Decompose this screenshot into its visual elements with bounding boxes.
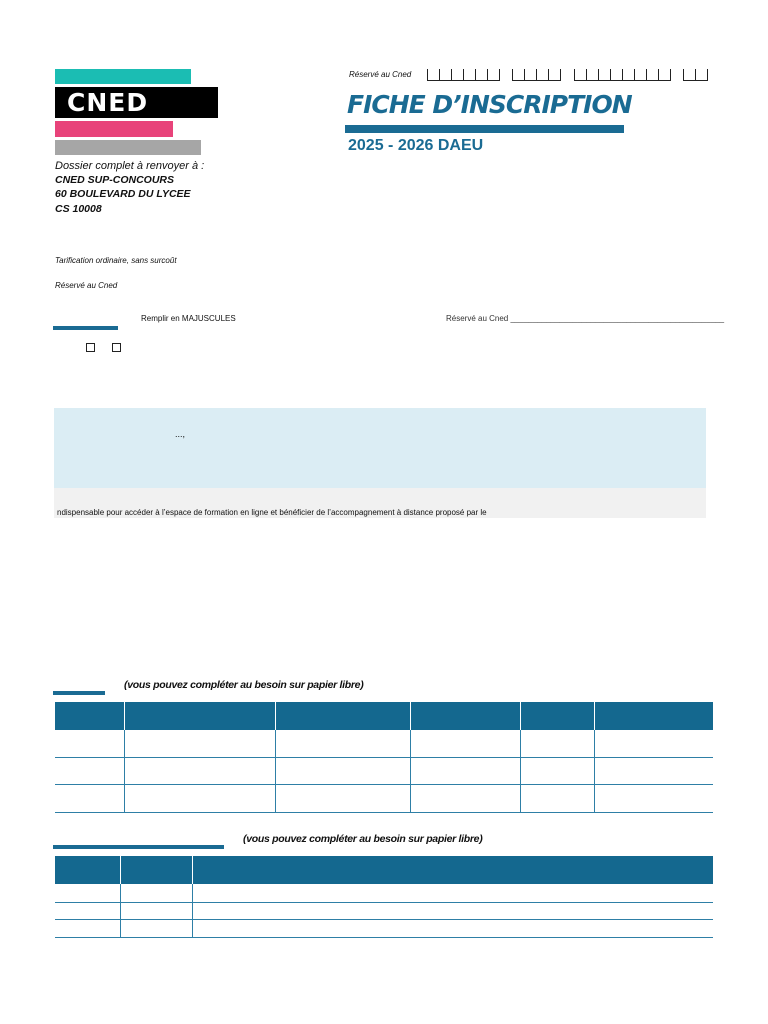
reserved-label: Réservé au Cned: [349, 70, 412, 79]
info-panel: [54, 408, 706, 488]
fill-caps-note: Remplir en MAJUSCULES: [141, 314, 236, 323]
cned-logo: CNED: [55, 87, 218, 118]
checkbox-1[interactable]: [86, 343, 95, 352]
section-rule-1: [53, 326, 118, 330]
table-row: [55, 730, 713, 757]
reserved-note: Réservé au Cned: [55, 281, 118, 290]
section-rule-2: [53, 691, 105, 695]
page-title: FICHE D’INSCRIPTION: [347, 90, 632, 119]
page-subtitle: 2025 - 2026 DAEU: [348, 137, 484, 154]
logo-pink-bar: [55, 121, 173, 137]
address-line-1: CNED SUP-CONCOURS: [55, 174, 175, 186]
table-row: [55, 757, 713, 784]
panel-dots: ...,: [175, 429, 186, 439]
reserved-box-group-4: [683, 69, 708, 81]
table-row: [55, 919, 713, 937]
address-intro: Dossier complet à renvoyer à :: [55, 160, 205, 172]
logo-teal-bar: [55, 69, 191, 84]
table2-header: [55, 856, 713, 884]
checkbox-2[interactable]: [112, 343, 121, 352]
address-line-2: 60 BOULEVARD DU LYCEE: [55, 188, 191, 200]
title-underline: [345, 125, 624, 133]
table2-note: (vous pouvez compléter au besoin sur papier libre): [243, 833, 483, 845]
info-panel-footer-text: ndispensable pour accéder à l’espace de formation en ligne et bénéficier de l’accompagnement à distance proposé par le: [57, 508, 487, 517]
table-1: [55, 702, 713, 813]
address-line-3: CS 10008: [55, 203, 102, 215]
pricing-note: Tarification ordinaire, sans surcoût: [55, 256, 177, 265]
reserved-box-group-2: [512, 69, 561, 81]
table-row: [55, 902, 713, 919]
logo-grey-bar: [55, 140, 201, 155]
section-rule-3: [53, 845, 224, 849]
table1-header: [55, 702, 713, 730]
table-row: [55, 784, 713, 812]
reserved-box-group-3: [574, 69, 671, 81]
reserved-box-group-1: [427, 69, 500, 81]
table-2: [55, 856, 713, 938]
reserved-field: Réservé au Cned ________________________________________________: [446, 314, 725, 323]
table1-note: (vous pouvez compléter au besoin sur papier libre): [124, 679, 364, 691]
table-row: [55, 884, 713, 902]
